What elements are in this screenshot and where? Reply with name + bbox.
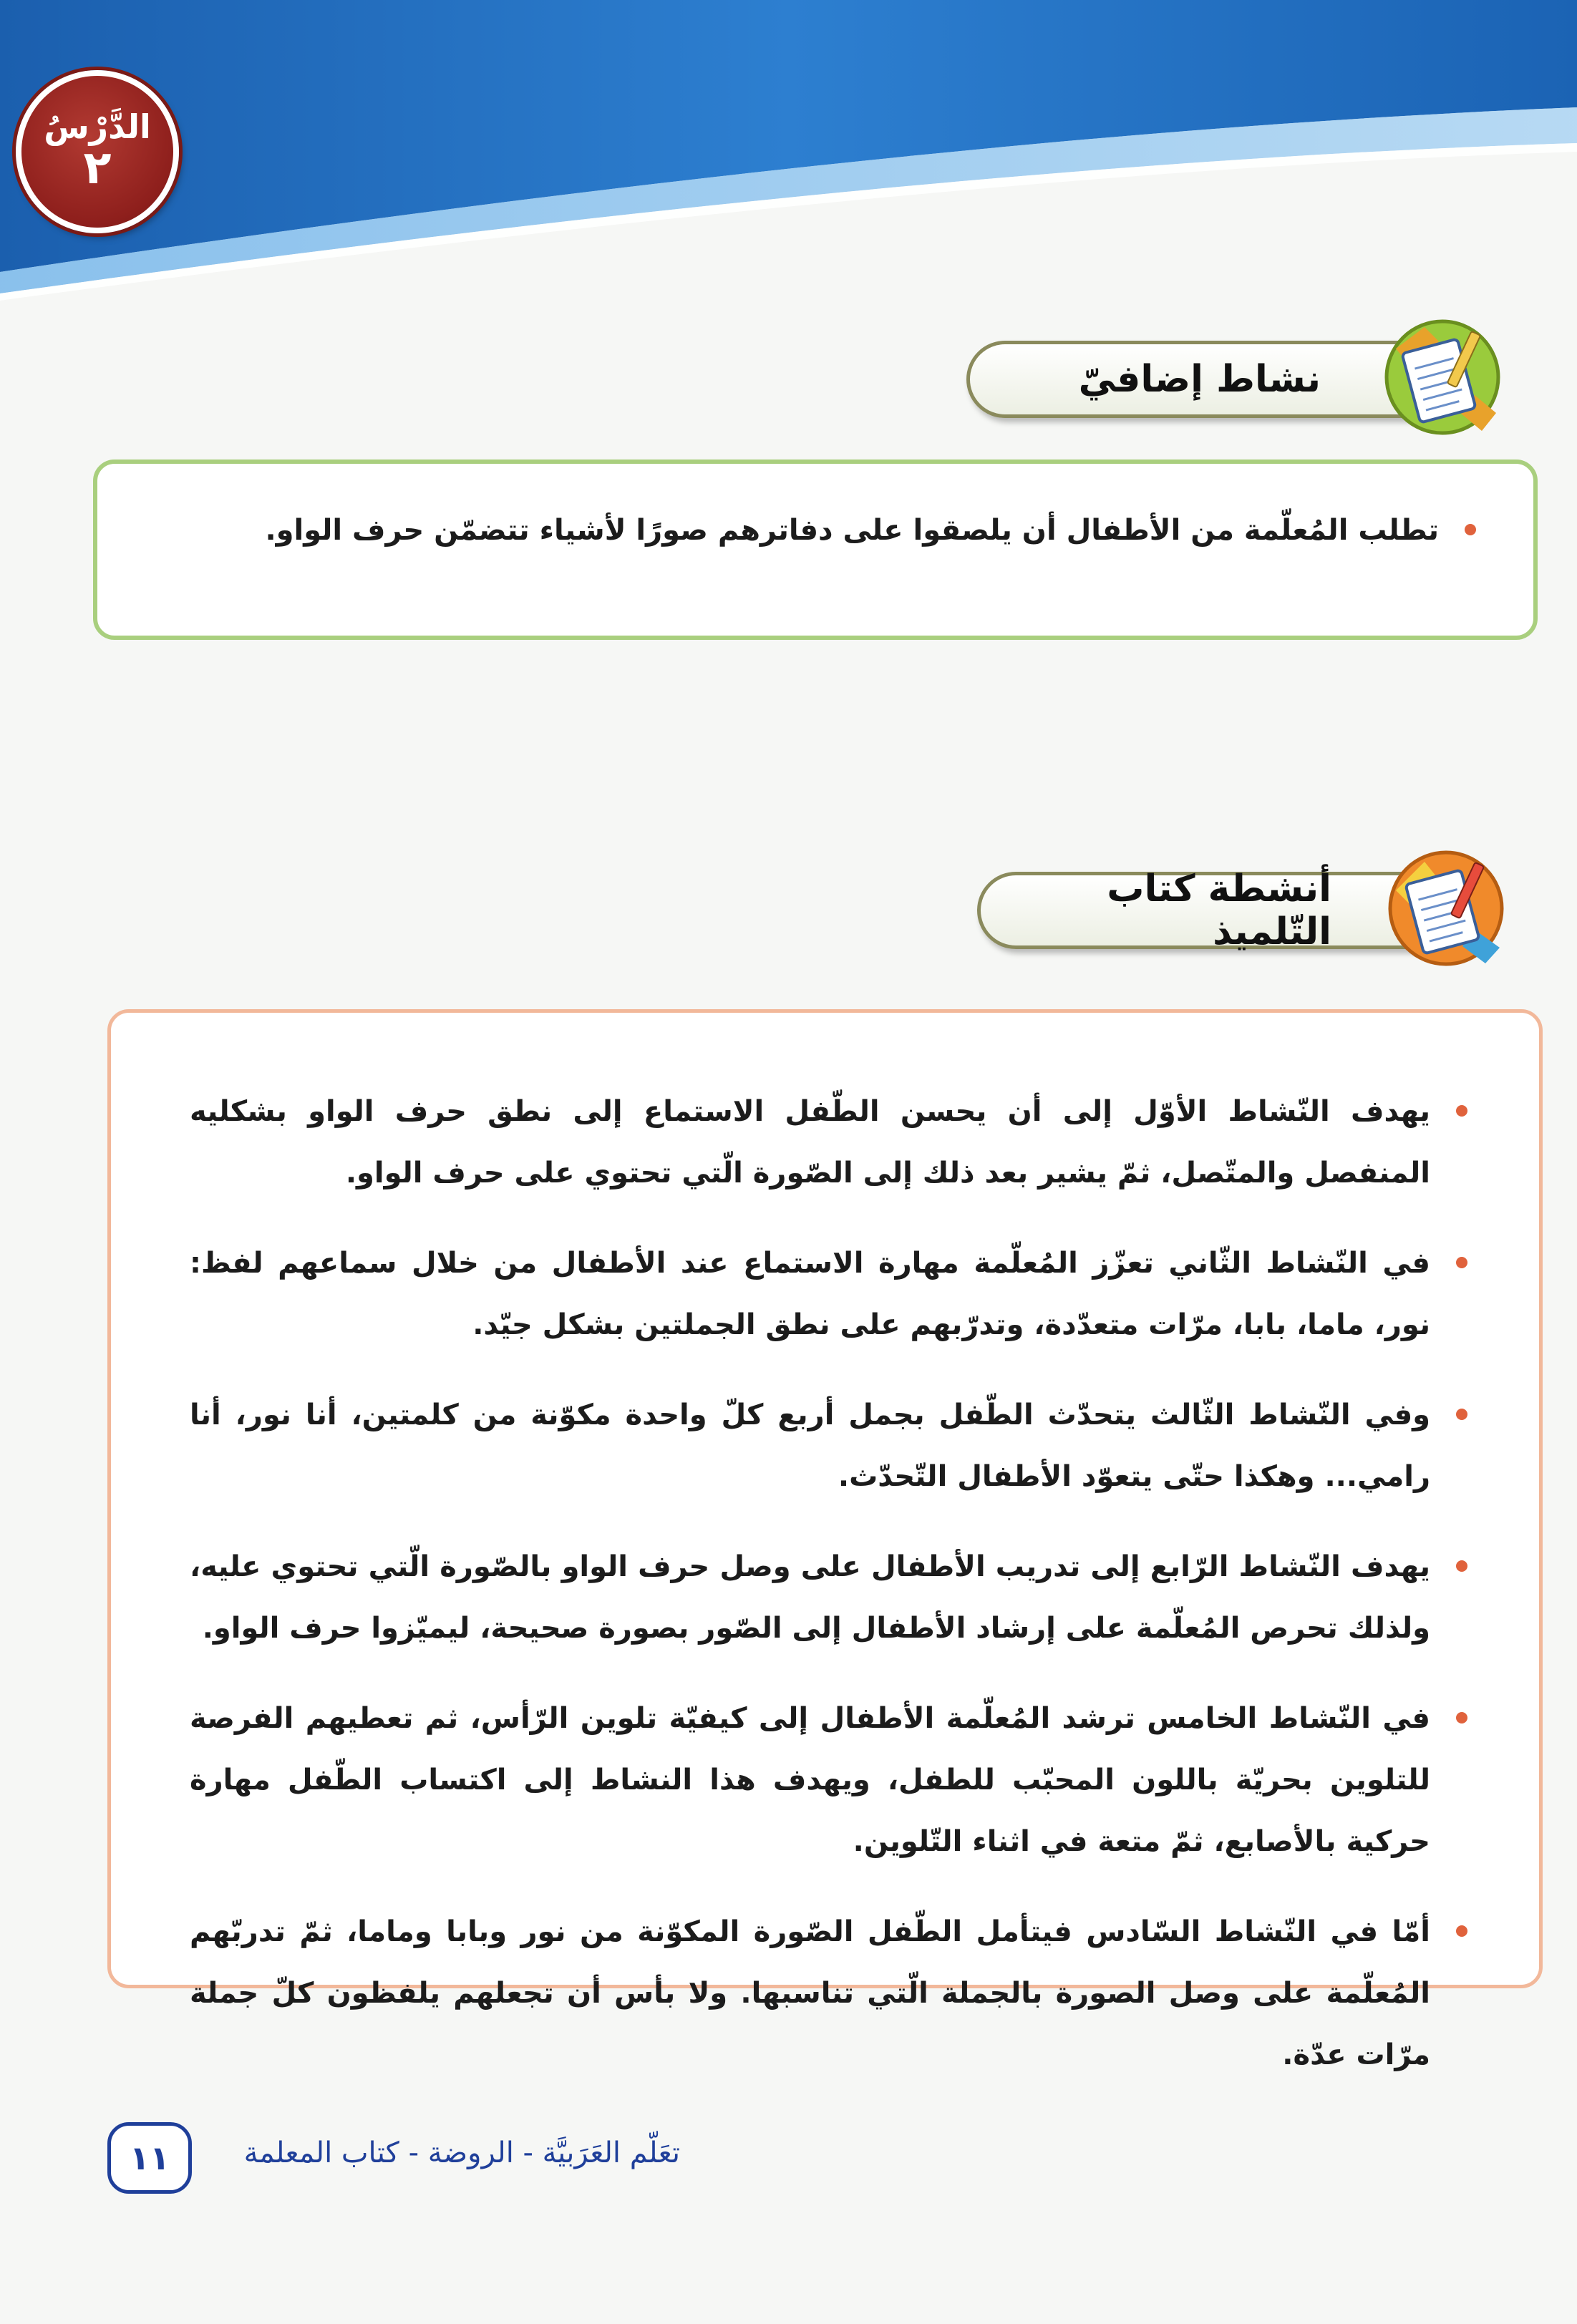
bullet-icon [1456, 1257, 1467, 1268]
header-band [0, 0, 1577, 301]
extra-activity-list [155, 500, 1476, 561]
bullet-icon [1456, 1409, 1467, 1420]
list-item [190, 1536, 1467, 1659]
list-item [190, 1384, 1467, 1507]
extra-activity-title: نشاط إضافيّ [1078, 358, 1321, 401]
notepad-pencil-icon [1385, 847, 1507, 969]
activity-item-4: يهدف النّشاط الرّابع إلى تدريب الأطفال على وصل حرف الواو بالصّورة الّتي تحتوي عليه، ولذلك تحرص المُعلّمة على إرشاد الأطفال إلى الصّور بصورة صحيحة، ليميّزوا حرف الواو. [190, 1550, 1430, 1645]
list-item [155, 500, 1476, 561]
student-book-list [190, 1081, 1467, 2086]
bullet-icon [1456, 1712, 1467, 1723]
page-number: ١١ [107, 2122, 192, 2194]
extra-activity-item-1: تطلب المُعلّمة من الأطفال أن يلصقوا على دفاترهم صورًا لأشياء تتضمّن حرف الواو. [265, 514, 1439, 547]
list-item [190, 1688, 1467, 1872]
lesson-number: ٢ [83, 141, 112, 195]
lesson-label: الدَّرْسُ [44, 107, 151, 146]
student-book-box [107, 1009, 1543, 2071]
bullet-icon [1456, 1560, 1467, 1572]
activity-item-5: في النّشاط الخامس ترشد المُعلّمة الأطفال إلى كيفيّة تلوين الرّأس، ثم تعطيهم الفرصة للتلوين بحريّة باللون المحبّب للطفل، ويهدف هذا النشاط إلى اكتساب الطّفل مهارة حركية بالأصابع، ثمّ متعة في اثناء التّلوين. [190, 1702, 1430, 1858]
lesson-badge [16, 70, 179, 233]
footer-book-title: تعَلّم العَرَبيَّة - الروضة - كتاب المعلمة [243, 2136, 680, 2169]
bullet-icon [1456, 1105, 1467, 1117]
activity-item-3: وفي النّشاط الثّالث يتحدّث الطّفل بجمل أربع كلّ واحدة مكوّنة من كلمتين، أنا نور، أنا رامي... وهكذا حتّى يتعوّد الأطفال التّحدّث. [190, 1399, 1430, 1493]
student-book-title: أنشطة كتاب التّلميذ [1107, 867, 1331, 953]
list-item [190, 1233, 1467, 1356]
list-item [190, 1081, 1467, 1204]
extra-activity-box [93, 460, 1538, 640]
bullet-icon [1465, 524, 1476, 535]
activity-item-1: يهدف النّشاط الأوّل إلى أن يحسن الطّفل الاستماع إلى نطق حرف الواو بشكليه المنفصل والمتّصل، ثمّ يشير بعد ذلك إلى الصّورة الّتي تحتوي على حرف الواو. [190, 1095, 1430, 1190]
activity-item-2: في النّشاط الثّاني تعزّز المُعلّمة مهارة الاستماع عند الأطفال من خلال سماعهم لفظ: نور، ماما، بابا، مرّات متعدّدة، وتدرّبهم على نطق الجملتين بشكل جيّد. [190, 1247, 1430, 1341]
list-item [190, 1901, 1467, 2086]
bullet-icon [1456, 1925, 1467, 1937]
notepad-pencil-icon [1382, 316, 1503, 438]
activity-item-6: أمّا في النّشاط السّادس فيتأمل الطّفل الصّورة المكوّنة من نور وبابا وماما، ثمّ تدربّهم المُعلّمة على وصل الصورة بالجملة الّتي تناسبها. ولا بأس أن تجعلهم يلفظون كلّ جملة مرّات عدّة. [190, 1915, 1430, 2071]
